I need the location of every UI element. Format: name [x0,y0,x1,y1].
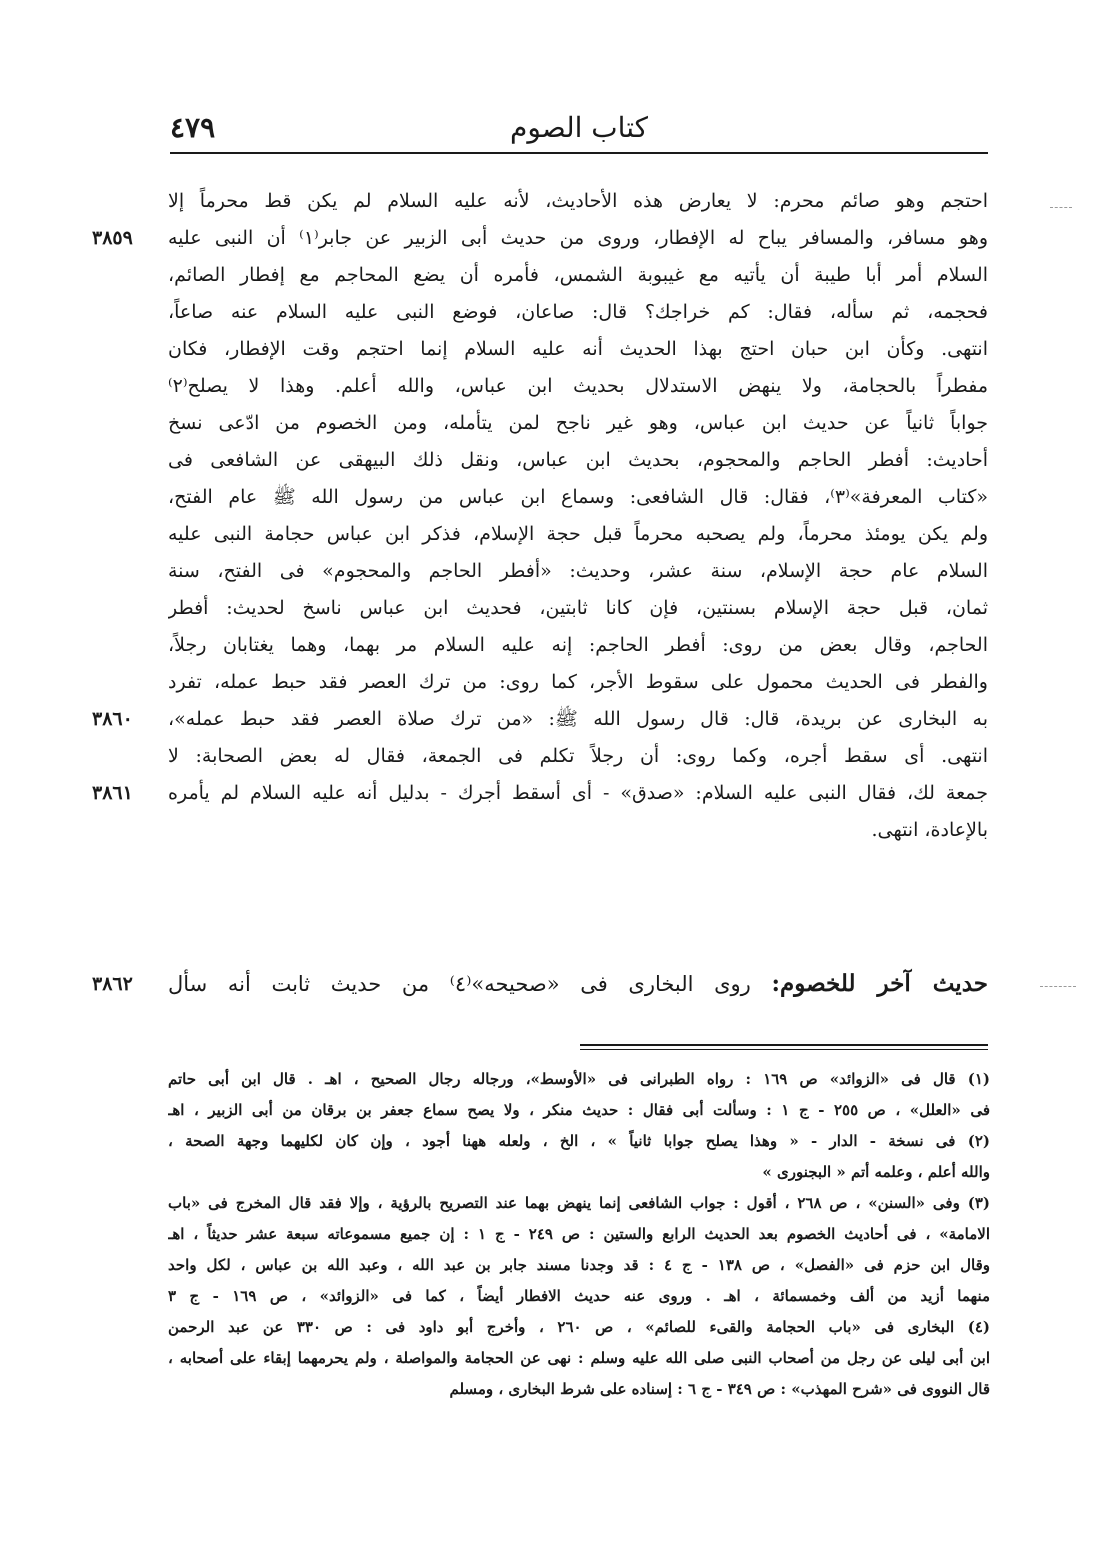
main-text [168,183,988,849]
footnote-line: منهما أزيد من ألف وخمسمائة ، اهـ . وروى عنه حديث الافطار أيضاً ، كما فى «الزوائد» ، ص ١٦٩ - ج ٣ [168,1287,990,1305]
footnote-rule-thin [580,1049,988,1050]
section-text: روى البخارى فى «صحيحه»⁽٤⁾ من حديث ثابت أنه سأل [168,972,751,996]
running-title: كتاب الصوم [510,111,648,144]
text-line: أحاديث: أفطر الحاجم والمحجوم، بحديث ابن عباس، ونقل ذلك البيهقى عن الشافعى فى [168,449,988,471]
text-line: جمعة لك، فقال النبى عليه السلام: «صدق» - أى أسقط أجرك - بدليل أنه عليه السلام لم يأمره [168,782,988,804]
text-line: انتهى. أى سقط أجره، وكما روى: أن رجلاً تكلم فى الجمعة، فقال له بعض الصحابة: لا [168,745,988,767]
text-line: الحاجم، وقال بعض من روى: أفطر الحاجم: إنه عليه السلام مر بهما، وهما يغتابان رجلاً، [168,634,988,656]
text-line: «كتاب المعرفة»⁽٣⁾، فقال: قال الشافعى: وسماع ابن عباس من رسول الله ﷺ عام الفتح، [168,486,988,508]
footnote-line: فى «العلل» ، ص ٢٥٥ - ج ١ : وسألت أبى فقال : حديث منكر ، ولا يصح سماع جعفر بن برقان من أبى الزبير ، اهـ [168,1101,990,1119]
footnote-line: (٢) فى نسخة - الدار - « وهذا يصلح جوابا ثانياً » ، الخ ، ولعله ههنا أجود ، وإن كان لكليهما وجهة الصحة ، [168,1132,990,1150]
hadith-number: ٣٨٦١ [92,782,133,804]
running-header [170,108,988,152]
page-number: ٤٧٩ [170,111,216,144]
hadith-number: ٣٨٦٢ [92,973,133,995]
section-opening-line [168,964,988,1004]
text-line: مفطراً بالحجامة، ولا ينهض الاستدلال بحديث ابن عباس، والله أعلم. وهذا لا يصلح⁽٢⁾ [168,375,988,397]
section-heading: حديث آخر للخصوم: [771,970,988,997]
hadith-number: ٣٨٥٩ [92,227,133,249]
footnote-line: (٣) وفى «السنن» ، ص ٢٦٨ ، أقول : جواب الشافعى إنما ينهض بهما عند التصريح بالرؤية ، وإلا فقد قال المخرج فى «باب [168,1194,990,1212]
footnote-line: (٤) البخارى فى «باب الحجامة والقىء للصائم» ، ص ٢٦٠ ، وأخرج أبو داود فى : ص ٣٣٠ عن عبد الرحمن [168,1318,990,1336]
text-line: ولم يكن يومئذ محرماً، ولم يصحبه محرماً قبل حجة الإسلام، فذكر ابن عباس حجامة النبى عليه [168,523,988,545]
text-line: به البخارى عن بريدة، قال: قال رسول الله ﷺ: «من ترك صلاة العصر فقد حبط عمله»، [168,708,988,730]
footnote-line: والله أعلم ، وعلمه أتم « البجنورى » [762,1163,990,1181]
text-line: بالإعادة، انتهى. [871,819,988,841]
footnote-line: الامامة» ، فى أحاديث الخصوم بعد الحديث الرابع والستين : ص ٢٤٩ - ج ١ : إن جميع مسموعاته سبعة عشر حديثاً ، اهـ [168,1225,990,1243]
text-line: احتجم وهو صائم محرم: لا يعارض هذه الأحاديث، لأنه عليه السلام لم يكن قط محرماً إلا [168,190,988,212]
text-line: وهو مسافر، والمسافر يباح له الإفطار، وروى من حديث أبى الزبير عن جابر⁽١⁾ أن النبى عليه [168,227,988,249]
footnote-line: (١) قال فى «الزوائد» ص ١٦٩ : رواه الطبرانى فى «الأوسط»، ورجاله رجال الصحيح ، اهـ . قال ابن أبى حاتم [168,1070,990,1088]
scan-artifact [1040,986,1076,987]
text-line: ثمان، قبل حجة الإسلام بسنتين، فإن كانا ثابتين، فحديث ابن عباس ناسخ لحديث: أفطر [168,597,988,619]
footnote-line: وقال ابن حزم فى «الفصل» ، ص ١٣٨ - ج ٤ : قد وجدنا مسند جابر بن عبد الله ، وعبد الله بن عباس ، لكل واحد [168,1256,990,1274]
footnote-line: قال النووى فى «شرح المهذب» : ص ٣٤٩ - ج ٦ : إسناده على شرط البخارى ، ومسلم [449,1380,990,1398]
text-line: فحجمه، ثم سأله، فقال: كم خراجك؟ قال: صاعان، فوضع النبى عليه السلام عنه صاعاً، [168,301,988,323]
text-line: السلام أمر أبا طيبة أن يأتيه مع غيبوبة الشمس، فأمره أن يضع المحاجم مع إفطار الصائم، [168,264,988,286]
header-rule [170,152,988,154]
footnote-rule [580,1044,988,1046]
text-line: انتهى. وكأن ابن حبان احتج بهذا الحديث أنه عليه السلام إنما احتجم وقت الإفطار، فكان [168,338,988,360]
text-line: والفطر فى الحديث محمول على سقوط الأجر، كما روى: من ترك العصر فقد حبط عمله، تفرد [168,671,988,693]
footnotes [168,1064,990,1405]
text-line: جواباً ثانياً عن حديث ابن عباس، وهو غير ناجح لمن يتأمله، ومن الخصوم من ادّعى نسخ [168,412,988,434]
hadith-number: ٣٨٦٠ [92,708,133,730]
footnote-line: ابن أبى ليلى عن رجل من أصحاب النبى صلى الله عليه وسلم : نهى عن الحجامة والمواصلة ، ولم يحرمهما إبقاء على أصحابه ، [168,1349,990,1367]
scan-artifact [1050,207,1072,208]
text-line: السلام عام حجة الإسلام، سنة عشر، وحديث: «أفطر الحاجم والمحجوم» فى الفتح، سنة [168,560,988,582]
